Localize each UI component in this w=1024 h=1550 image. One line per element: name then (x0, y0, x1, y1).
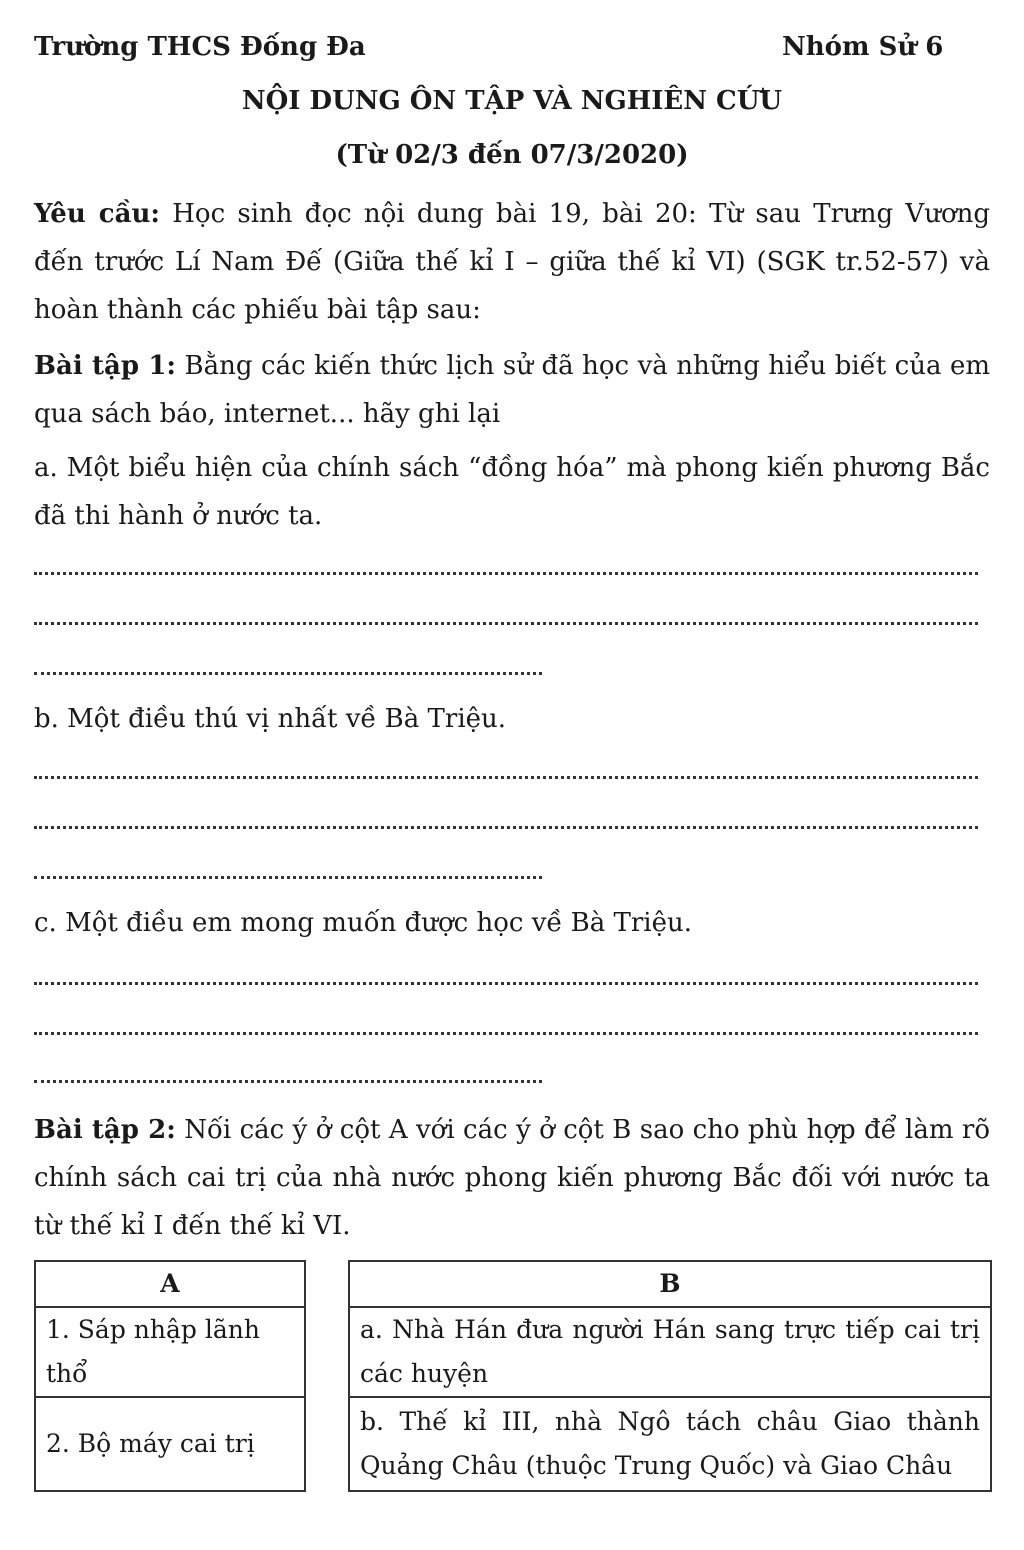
question-a: a. Một biểu hiện của chính sách “đồng hóa” mà phong kiến phương Bắc đã thi hành ở nước ta. (34, 453, 990, 531)
exercise2-text: Nối các ý ở cột A với các ý ở cột B sao cho phù hợp để làm rõ chính sách cai trị của nhà nước phong kiến phương Bắc đối với nước ta từ thế kỉ I đến thế kỉ VI. (34, 1115, 991, 1241)
answer-line[interactable] (34, 1032, 978, 1035)
exercise1-paragraph (34, 342, 990, 438)
question-c: c. Một điều em mong muốn được học về Bà Triệu. (34, 908, 693, 938)
answer-line[interactable] (34, 982, 978, 985)
answer-line[interactable] (34, 826, 978, 829)
question-b: b. Một điều thú vị nhất về Bà Triệu. (34, 704, 507, 734)
requirement-paragraph (34, 190, 990, 334)
requirement-text: Học sinh đọc nội dung bài 19, bài 20: Từ sau Trưng Vương đến trước Lí Nam Đế (Giữa thế kỉ I – giữa thế kỉ VI) (SGK tr.52-57) và hoàn thành các phiếu bài tập sau: (34, 199, 990, 325)
answer-line[interactable] (34, 672, 542, 675)
column-b-item[interactable]: b. Thế kỉ III, nhà Ngô tách châu Giao thành Quảng Châu (thuộc Trung Quốc) và Giao Châu (349, 1397, 991, 1491)
answer-line[interactable] (34, 622, 978, 625)
answer-line[interactable] (34, 572, 978, 575)
column-a-table (34, 1260, 306, 1492)
exercise1-label: Bài tập 1: (34, 351, 177, 381)
answer-line[interactable] (34, 876, 542, 879)
date-range: (Từ 02/3 đến 07/3/2020) (335, 140, 689, 170)
exercise2-label: Bài tập 2: (34, 1115, 176, 1145)
exercise2-paragraph (34, 1106, 990, 1250)
column-b-table (348, 1260, 992, 1492)
header-row (34, 32, 990, 72)
exercise1-text: Bằng các kiến thức lịch sử đã học và những hiểu biết của em qua sách báo, internet... hãy ghi lại (34, 351, 990, 429)
column-a-item[interactable]: 1. Sáp nhập lãnh thổ (35, 1307, 305, 1397)
answer-line[interactable] (34, 1080, 542, 1083)
subject-group: Nhóm Sử 6 (782, 32, 944, 62)
school-name: Trường THCS Đống Đa (34, 32, 366, 62)
column-b-item[interactable]: a. Nhà Hán đưa người Hán sang trực tiếp cai trị các huyện (349, 1307, 991, 1397)
column-b-header: B (349, 1261, 991, 1307)
document-title: NỘI DUNG ÔN TẬP VÀ NGHIÊN CỨU (241, 86, 783, 116)
column-a-header: A (35, 1261, 305, 1307)
requirement-label: Yêu cầu: (34, 199, 160, 229)
column-a-item[interactable]: 2. Bộ máy cai trị (35, 1397, 305, 1491)
answer-line[interactable] (34, 776, 978, 779)
